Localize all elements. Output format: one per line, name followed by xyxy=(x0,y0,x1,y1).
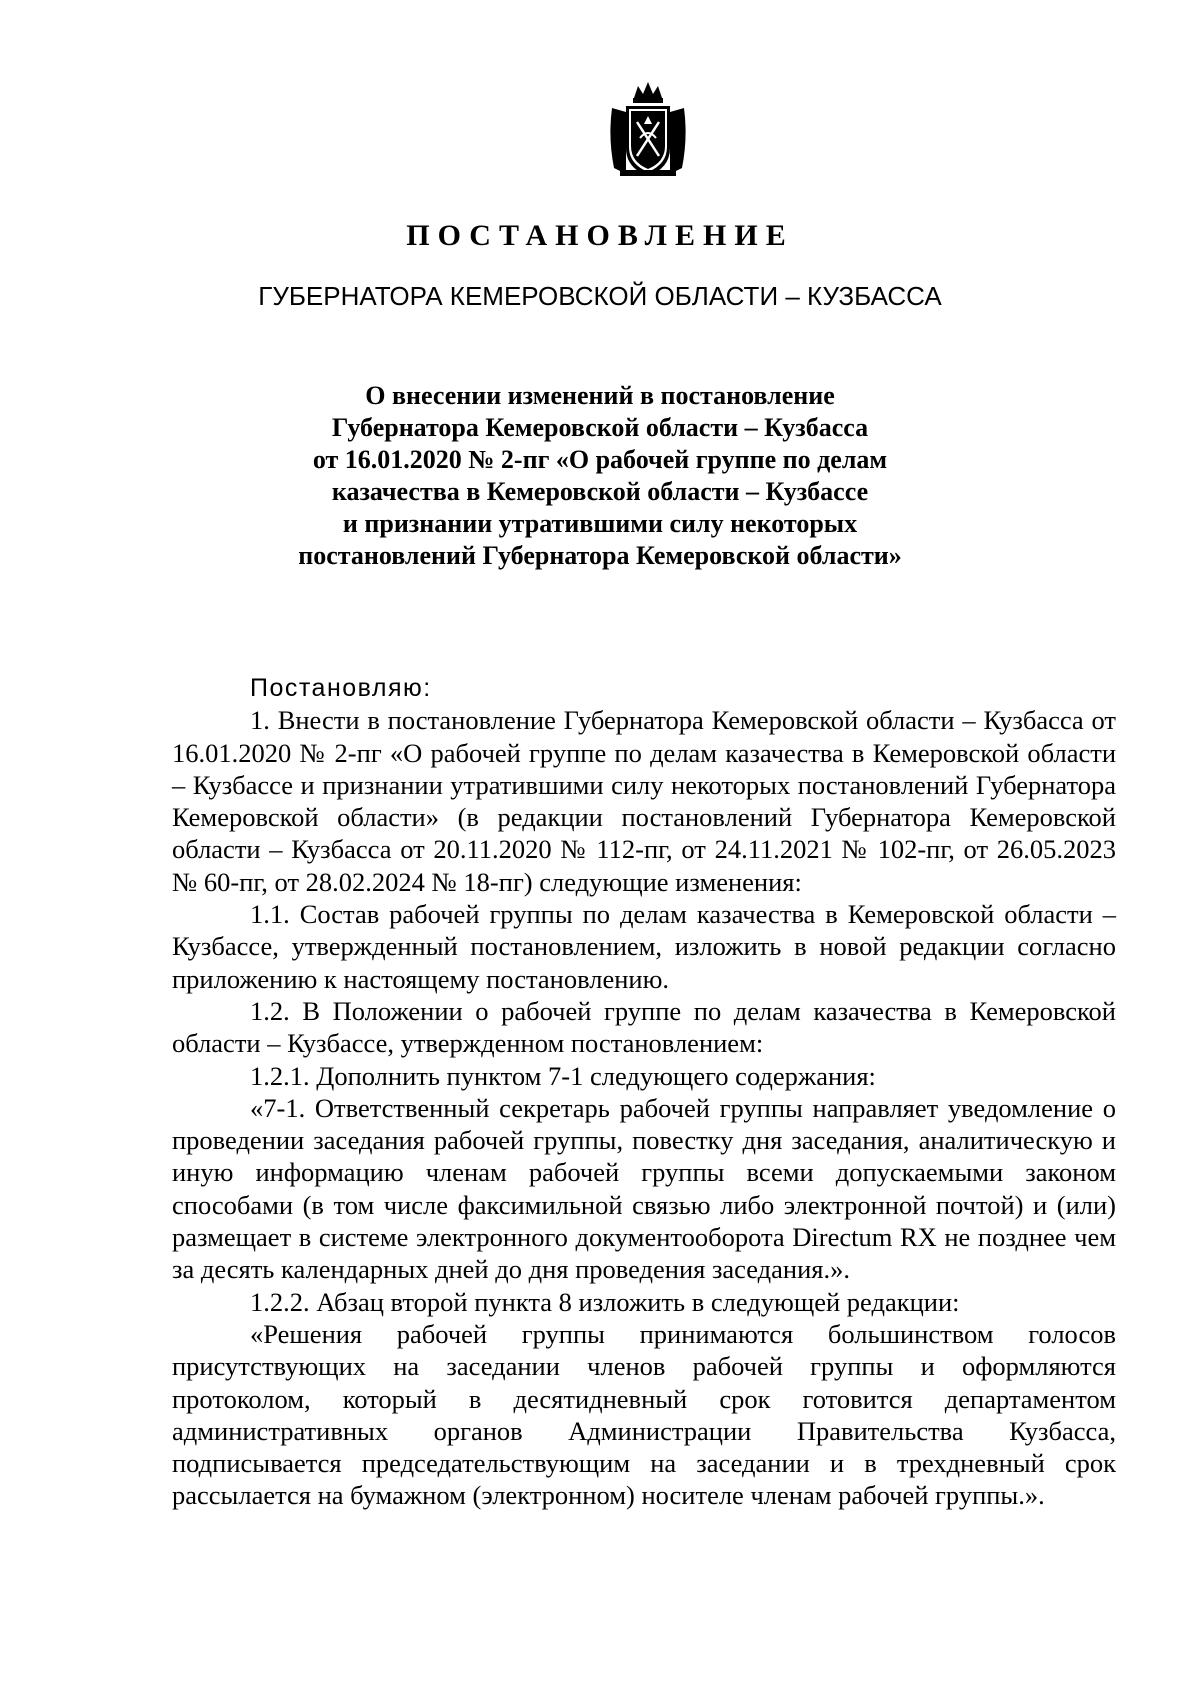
paragraph: 1.2.1. Дополнить пунктом 7-1 следующего содержания: xyxy=(250,1060,876,1091)
heading-line: постановлений Губернатора Кемеровской области» xyxy=(298,541,902,570)
paragraph: 1. Внести в постановление Губернатора Кемеровской области – Кузбасса от 16.01.2020 № 2-пг «О рабочей группе по делам казачества в Кемеровской области – Кузбассе и признании утратившими силу некоторых постановлений Губернатора Кемеровской области» (в редакции постановлений Губернатора Кемеровской области – Кузбасса от 20.11.2020 № 112-пг, от 24.11.2021 № 102-пг, от 26.05.2023 № 60-пг, от 28.02.2024 № 18-пг) следующие изменения: xyxy=(172,705,1116,897)
greeting: Постановляю: xyxy=(250,674,432,702)
heading-line: от 16.01.2020 № 2-пг «О рабочей группе по делам xyxy=(312,445,888,474)
heading-line: и признании утратившими силу некоторых xyxy=(342,509,858,538)
document-subtitle: ГУБЕРНАТОРА КЕМЕРОВСКОЙ ОБЛАСТИ – КУЗБАССА xyxy=(258,281,942,311)
paragraph: 1.1. Состав рабочей группы по делам казачества в Кемеровской области – Кузбассе, утвержденный постановлением, изложить в новой редакции согласно приложению к настоящему постановлению. xyxy=(172,899,1116,994)
coat-of-arms-icon xyxy=(606,78,690,180)
document-title: ПОСТАНОВЛЕНИЕ xyxy=(406,219,794,252)
paragraph: «7-1. Ответственный секретарь рабочей группы направляет уведомление о проведении заседания рабочей группы, повестку дня заседания, аналитическую и иную информацию членам рабочей группы всеми допускаемыми законом способами (в том числе факсимильной связью либо электронной почтой) и (или) размещает в системе электронного документооборота Directum RX не позднее чем за десять календарных дней до дня проведения заседания.». xyxy=(172,1092,1116,1285)
document-body xyxy=(172,672,1116,1512)
heading-line: Губернатора Кемеровской области – Кузбасса xyxy=(331,413,869,442)
heading-line: О внесении изменений в постановление xyxy=(365,381,835,410)
paragraph: 1.2. В Положении о рабочей группе по делам казачества в Кемеровской области – Кузбассе, утвержденном постановлением: xyxy=(172,995,1116,1059)
document-heading xyxy=(0,380,1200,572)
paragraph: «Решения рабочей группы принимаются большинством голосов присутствующих на заседании членов рабочей группы и оформляются протоколом, который в десятидневный срок готовится департаментом административных органов Администрации Правительства Кузбасса, подписывается председательствующим на заседании и в трехдневный срок рассылается на бумажном (электронном) носителе членам рабочей группы.». xyxy=(172,1318,1116,1511)
heading-line: казачества в Кемеровской области – Кузбассе xyxy=(331,477,869,506)
paragraph: 1.2.2. Абзац второй пункта 8 изложить в следующей редакции: xyxy=(250,1286,960,1317)
